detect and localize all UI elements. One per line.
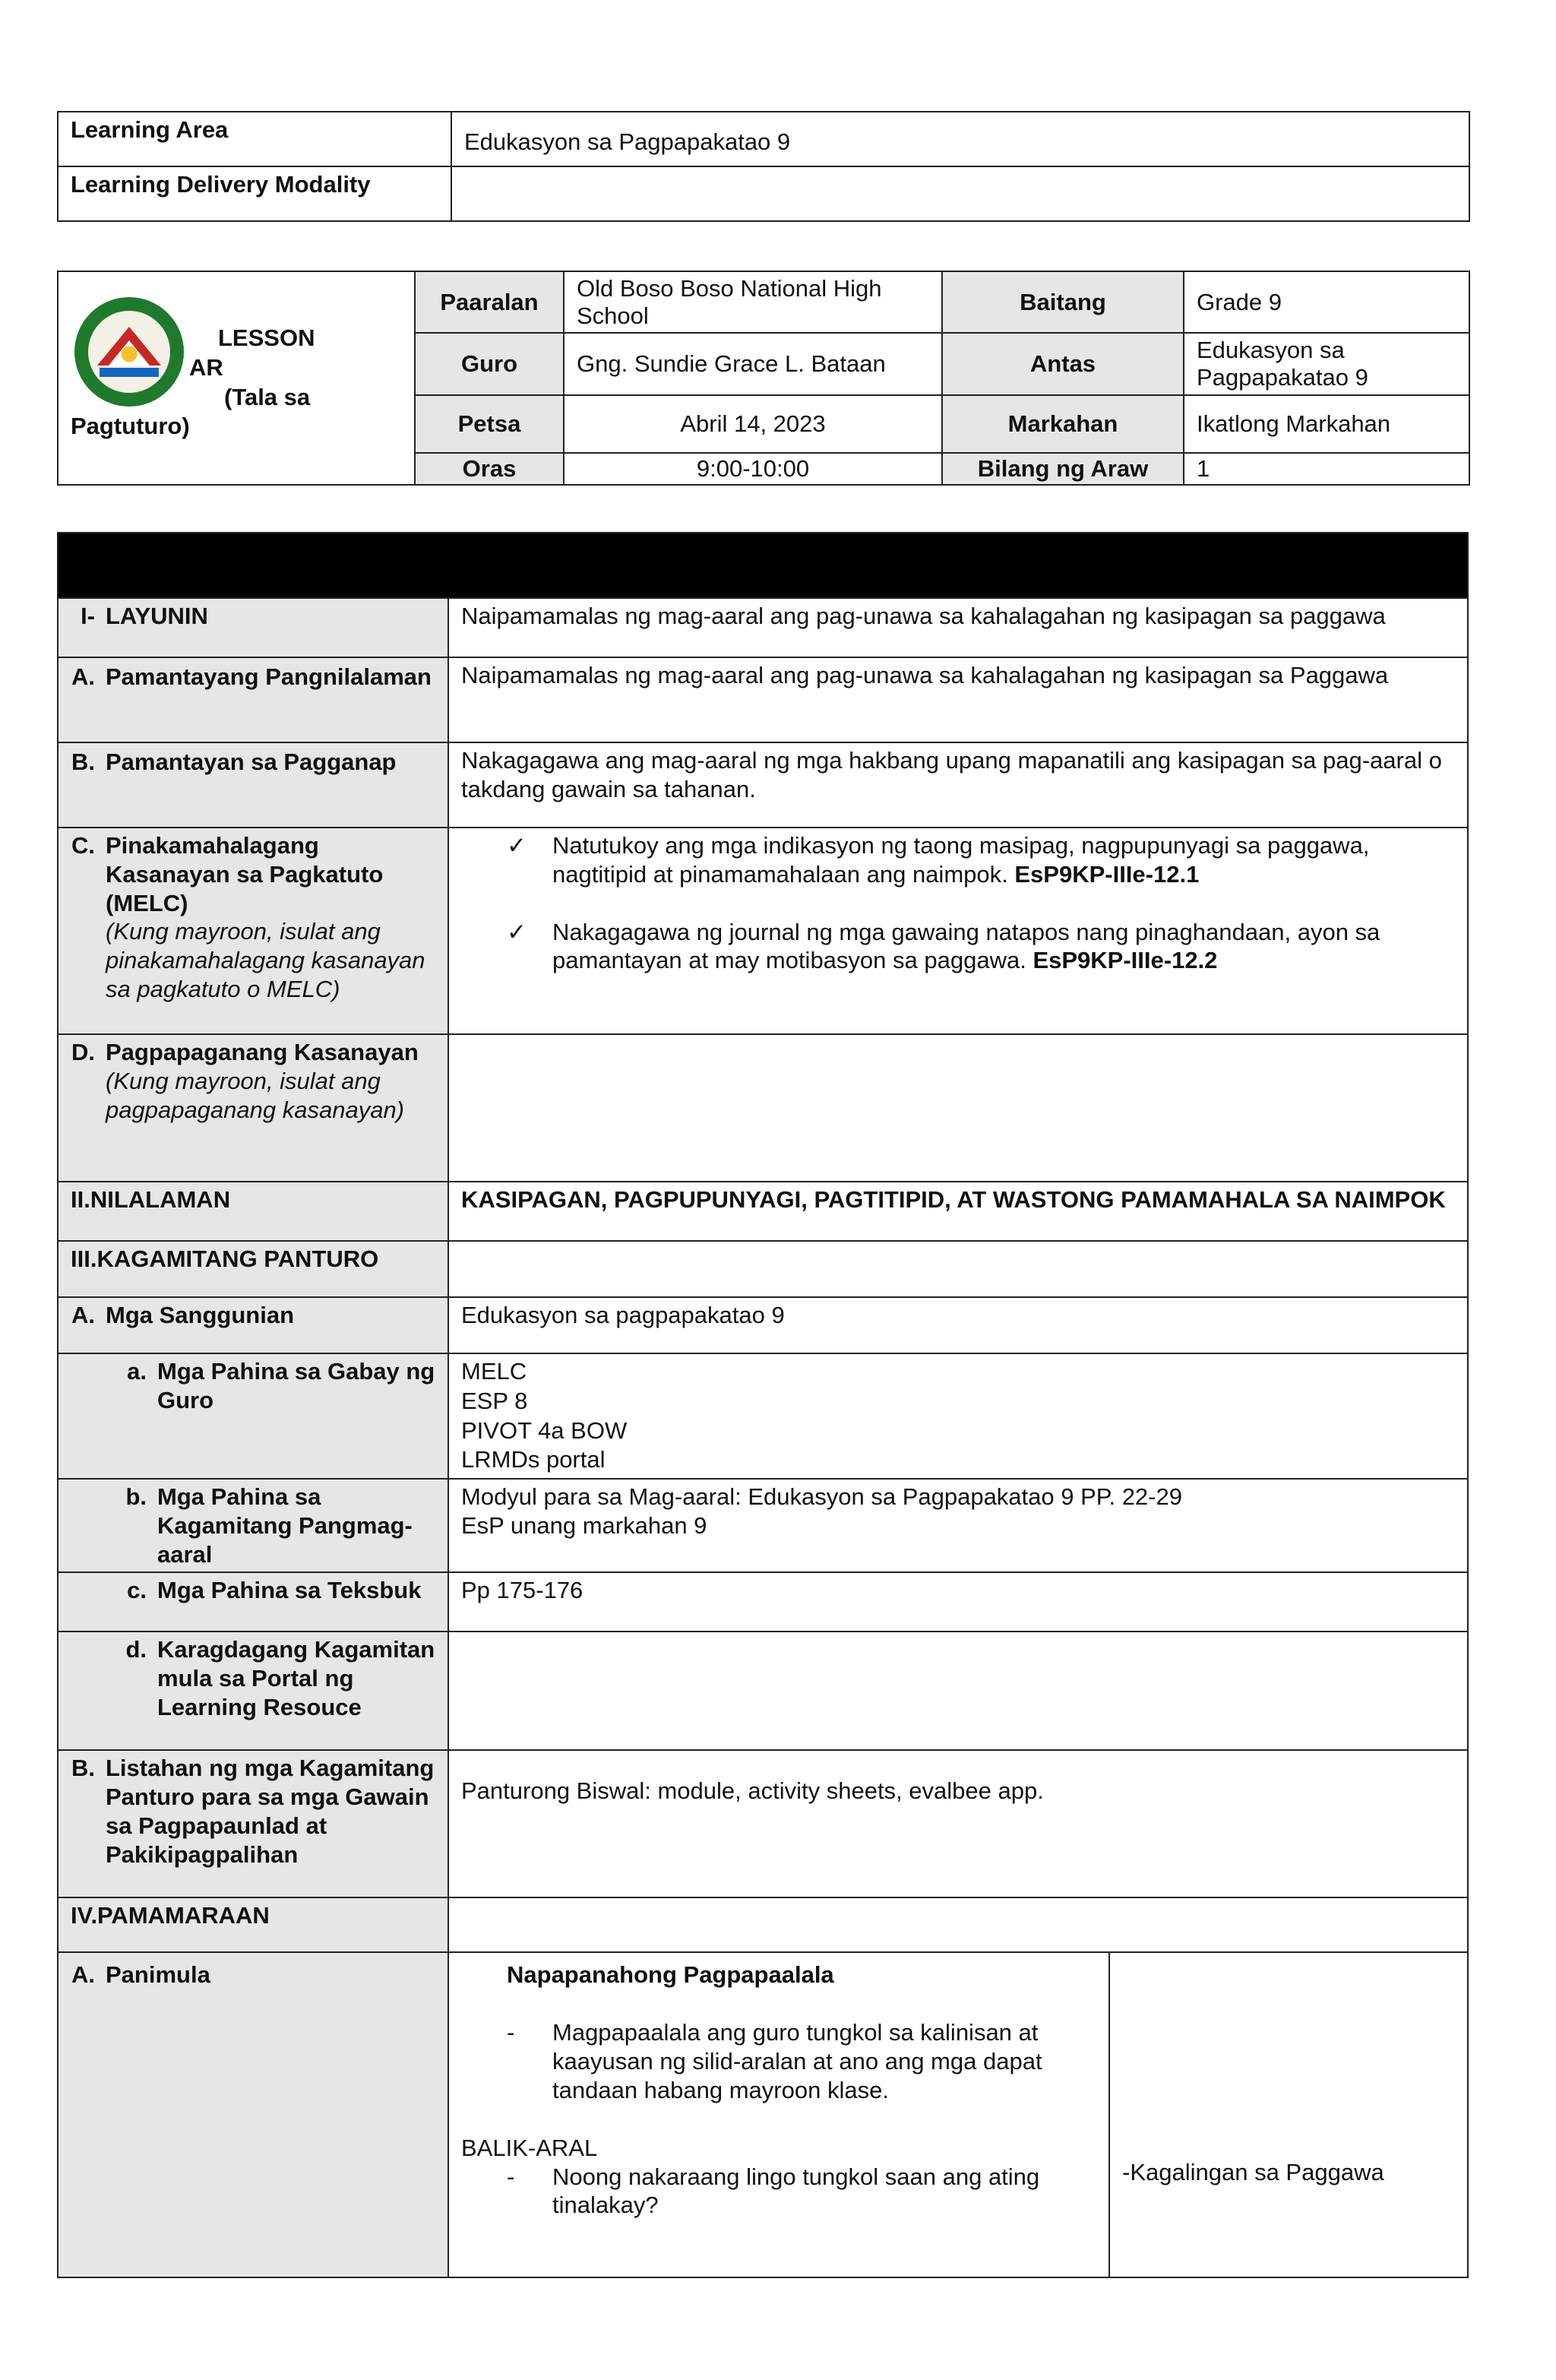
petsa-value: Abril 14, 2023 (564, 395, 942, 453)
sb-num: b. (125, 1483, 147, 1510)
b-label: Pamantayan sa Pagganap (106, 748, 397, 775)
araw-label: Bilang ng Araw (942, 453, 1184, 485)
sa-line: PIVOT 4a BOW (461, 1416, 628, 1444)
melc-row-label (58, 828, 448, 1034)
d-label: Pagpapaganang Kasanayan (106, 1039, 419, 1065)
c-label: Pinakamahalagang Kasanayan sa Pagkatuto (MELC) (106, 832, 384, 916)
a-value: Naipamamalas ng mag-aaral ang pag-unawa sa kahalagahan ng kasipagan sa Paggawa (448, 657, 1468, 742)
listahan-num: B. (71, 1755, 95, 1782)
d-num: D. (71, 1039, 95, 1065)
melc-value (448, 828, 1468, 1034)
baitang-label: Baitang (942, 271, 1184, 333)
c-item1-code: EsP9KP-IIIe-12.1 (1014, 860, 1200, 888)
balik-aral-heading: BALIK-ARAL (461, 2134, 598, 2161)
pagtuturo-line: Pagtuturo) (71, 413, 190, 440)
panimula-row-label (58, 1952, 448, 2277)
d-value (448, 1034, 1468, 1182)
sc-num: c. (127, 1577, 147, 1604)
sd-num: d. (125, 1636, 147, 1663)
c-item2-code: EsP9KP-IIIe-12.2 (1033, 947, 1218, 974)
petsa-label: Petsa (415, 395, 564, 453)
pamamaraan-label: IV.PAMAMARAAN (58, 1897, 448, 1952)
c-note: (Kung mayroon, isulat ang pinakamahalagang kasanayan sa pagkatuto o MELC) (106, 918, 425, 1003)
school-info-table (57, 271, 1470, 486)
gabay-guro-row-label (58, 1353, 448, 1479)
sc-label: Mga Pahina sa Teksbuk (157, 1577, 422, 1604)
sa-line: LRMDs portal (461, 1446, 606, 1473)
panimula-item2-text: Noong nakaraang lingo tungkol saan ang ating tinalakay? (552, 2163, 1040, 2219)
learning-area-value: Edukasyon sa Pagpapakatao 9 (451, 112, 1469, 166)
panimula-answer: -Kagalingan sa Paggawa (1109, 1952, 1468, 2277)
sanggunian-num: A. (71, 1302, 95, 1328)
b-num: B. (71, 748, 95, 775)
nilalaman-label: II.NILALAMAN (58, 1182, 448, 1241)
araw-value: 1 (1184, 453, 1469, 485)
sa-num: a. (127, 1358, 147, 1385)
paaralan-label: Paaralan (415, 271, 564, 333)
layunin-label: LAYUNIN (106, 603, 208, 629)
karagdagang-row-label (58, 1632, 448, 1750)
exemplar-tail: AR (189, 353, 223, 381)
tala-line: (Tala sa (224, 383, 311, 410)
lesson-plan-table (57, 532, 1469, 2278)
c-num: C. (71, 832, 95, 859)
kagamitang-pangmag-aaral-row-label (58, 1479, 448, 1572)
melc-item-1 (507, 831, 1455, 889)
melc-item-2 (507, 918, 1455, 976)
sd-label: Karagdagang Kagamitan mula sa Portal ng Learning Resouce (157, 1636, 435, 1721)
listahan-label: Listahan ng mga Kagamitang Panturo para sa mga Gawain sa Pagpapaunlad at Pakikipagpalihan (106, 1755, 435, 1868)
sb-label: Mga Pahina sa Kagamitang Pangmag-aaral (157, 1483, 413, 1568)
panimula-item-1 (507, 2018, 1096, 2104)
pagpapaganang-row-label (58, 1034, 448, 1182)
kagamitan-label: III.KAGAMITANG PANTURO (58, 1241, 448, 1297)
oras-label: Oras (415, 453, 564, 485)
black-header-band (58, 533, 1468, 598)
pamantayang-row-label (58, 657, 448, 742)
panimula-body (448, 1952, 1109, 2277)
learning-area-label: Learning Area (58, 112, 451, 166)
listahan-row-label (58, 1750, 448, 1897)
panimula-item-2 (507, 2163, 1096, 2220)
markahan-label: Markahan (942, 395, 1184, 453)
sb-value (448, 1479, 1468, 1572)
dash-bullet: - (507, 2019, 515, 2046)
sb-line: Modyul para sa Mag-aaral: Edukasyon sa Pagpapakatao 9 PP. 22-29 (461, 1483, 1182, 1510)
dash-bullet: - (507, 2163, 515, 2190)
pagganap-row-label (58, 742, 448, 828)
panimula-heading: Napapanahong Pagpapaalala (507, 1961, 834, 1989)
sa-value (448, 1353, 1468, 1479)
check-icon: ✓ (507, 832, 527, 859)
panimula-num: A. (71, 1961, 95, 1989)
a-num: A. (71, 663, 95, 690)
modality-label: Learning Delivery Modality (58, 166, 451, 221)
layunin-row-label (58, 598, 448, 657)
sa-line: ESP 8 (461, 1387, 528, 1414)
nilalaman-value: KASIPAGAN, PAGPUPUNYAGI, PAGTITIPID, AT WASTONG PAMAMAHALA SA NAIMPOK (448, 1182, 1468, 1241)
c-item2-text: Nakagagawa ng journal ng mga gawaing natapos nang pinaghandaan, ayon sa pamantayan at may motibasyon sa paggawa. (552, 918, 1380, 974)
check-icon: ✓ (507, 918, 527, 945)
sc-value: Pp 175-176 (448, 1572, 1468, 1632)
sa-line: MELC (461, 1358, 527, 1385)
sb-line: EsP unang markahan 9 (461, 1511, 707, 1539)
sanggunian-row-label (58, 1297, 448, 1353)
sanggunian-label: Mga Sanggunian (106, 1302, 294, 1328)
c-item1-text: Natutukoy ang mga indikasyon ng taong masipag, nagpupunyagi sa paggawa, nagtitipid at pinamamahalaan ang naimpok. (552, 832, 1370, 888)
antas-label: Antas (942, 333, 1184, 394)
guro-value: Gng. Sundie Grace L. Bataan (564, 333, 942, 394)
panimula-label: Panimula (106, 1961, 210, 1989)
b-value: Nakagagawa ang mag-aaral ng mga hakbang upang mapanatili ang kasipagan sa pag-aaral o takdang gawain sa tahanan. (448, 742, 1468, 828)
baitang-value: Grade 9 (1184, 271, 1469, 333)
paaralan-value: Old Boso Boso National High School (564, 271, 942, 333)
listahan-value: Panturong Biswal: module, activity sheets, evalbee app. (448, 1750, 1468, 1897)
modality-value (451, 166, 1469, 221)
layunin-num: I- (81, 603, 95, 629)
guro-label: Guro (415, 333, 564, 394)
lesson-word: LESSON (218, 324, 315, 351)
sd-value (448, 1632, 1468, 1750)
d-note: (Kung mayroon, isulat ang pagpapaganang kasanayan) (106, 1067, 405, 1123)
markahan-value: Ikatlong Markahan (1184, 395, 1469, 453)
learning-area-table (57, 111, 1470, 222)
oras-value: 9:00-10:00 (564, 453, 942, 485)
antas-value: Edukasyon sa Pagpapakatao 9 (1184, 333, 1469, 394)
teksbuk-row-label (58, 1572, 448, 1632)
sanggunian-value: Edukasyon sa pagpapakatao 9 (448, 1297, 1468, 1353)
sa-label: Mga Pahina sa Gabay ng Guro (157, 1358, 435, 1413)
a-label: Pamantayang Pangnilalaman (106, 663, 432, 690)
lesson-exemplar-cell (58, 271, 415, 485)
layunin-value: Naipamamalas ng mag-aaral ang pag-unawa sa kahalagahan ng kasipagan sa paggawa (448, 598, 1468, 657)
panimula-item1-text: Magpapaalala ang guro tungkol sa kalinisan at kaayusan ng silid-aralan at ano ang mga dapat tandaan habang mayroon klase. (552, 2019, 1042, 2103)
